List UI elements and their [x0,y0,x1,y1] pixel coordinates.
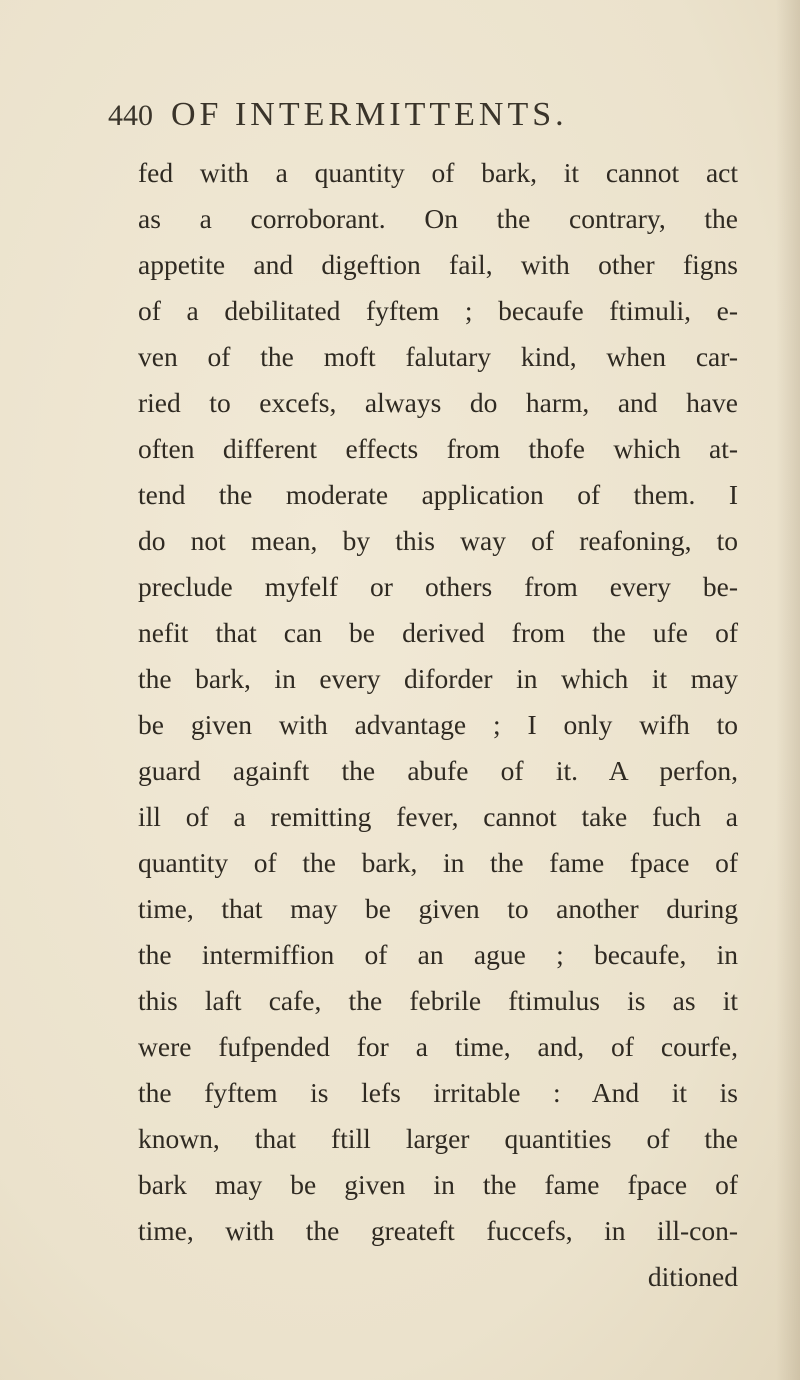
text-line: ven of the moft falutary kind, when car- [138,341,738,372]
running-title: OF INTERMITTENTS. [171,96,568,133]
catchword: ditioned [647,1261,738,1292]
text-line: fed with a quantity of bark, it cannot act [138,157,738,188]
text-line: do not mean, by this way of reafoning, to [138,525,738,556]
text-line: ried to excefs, always do harm, and have [138,387,738,418]
text-line: quantity of the bark, in the fame fpace of [138,847,738,878]
text-line: were fufpended for a time, and, of courfe, [138,1031,738,1062]
text-line: as a corroborant. On the contrary, the [138,203,738,234]
text-line: of a debilitated fyftem ; becaufe ftimuli, e- [138,295,738,326]
page-number: 440 [108,99,153,132]
text-line: time, with the greateft fuccefs, in ill-con- [138,1215,738,1246]
page-header [108,96,568,140]
text-line: appetite and digeftion fail, with other figns [138,249,738,280]
text-line: nefit that can be derived from the ufe of [138,617,738,648]
text-line: bark may be given in the fame fpace of [138,1169,738,1200]
text-line: the intermiffion of an ague ; becaufe, in [138,939,738,970]
body-text [138,150,738,1300]
text-line: tend the moderate application of them. I [138,479,738,510]
text-line: the fyftem is lefs irritable : And it is [138,1077,738,1108]
text-line: often different effects from thofe which at- [138,433,738,464]
text-line: preclude myfelf or others from every be- [138,571,738,602]
text-line: ill of a remitting fever, cannot take fuch a [138,801,738,832]
text-line: be given with advantage ; I only wifh to [138,709,738,740]
text-line: guard againft the abufe of it. A perfon, [138,755,738,786]
page-edge-shadow [776,0,800,1380]
text-line: known, that ftill larger quantities of the [138,1123,738,1154]
text-line: time, that may be given to another during [138,893,738,924]
text-line: this laft cafe, the febrile ftimulus is as it [138,985,738,1016]
text-line: the bark, in every diforder in which it may [138,663,738,694]
